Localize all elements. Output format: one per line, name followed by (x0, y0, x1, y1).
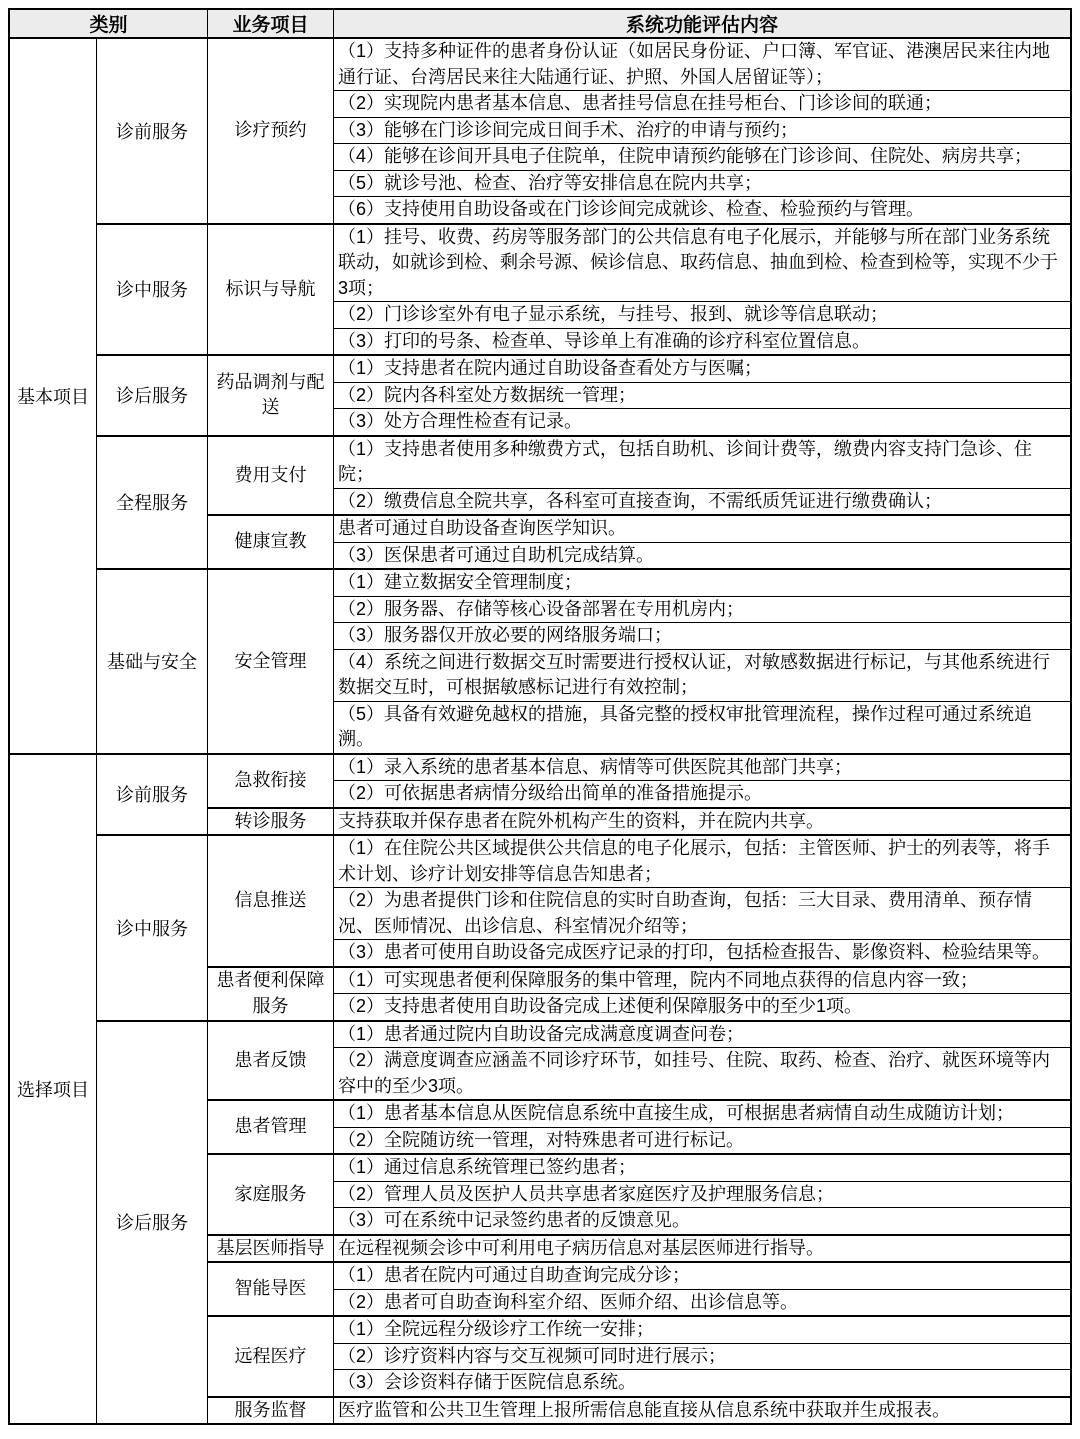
content-row: （2）院内各科室处方数据统一管理； (334, 382, 1070, 409)
business-item-row (208, 966, 1070, 1020)
service-phase-content (208, 1022, 1070, 1424)
content-row: （1）在住院公共区域提供公共信息的电子化展示，包括：主管医师、护士的列表等，将手术计划、诊疗计划安排等信息告知患者； (338, 838, 1051, 884)
service-phase-row (97, 834, 1070, 1020)
business-item-content (334, 1398, 1070, 1424)
business-item-content (334, 570, 1070, 753)
business-item-row (208, 755, 1070, 807)
business-item-content (334, 1263, 1070, 1315)
service-phase-content (208, 836, 1070, 1020)
business-item-row (208, 807, 1070, 835)
content-row: （3）处方合理性检查有记录。 (334, 408, 1070, 435)
business-item-cell: 患者便利保障服务 (208, 968, 334, 1020)
content-row: （1）通过信息系统管理已签约患者； (338, 1157, 637, 1177)
business-item-row (208, 1153, 1070, 1234)
system-function-evaluation-table (8, 8, 1072, 1425)
business-item-content (334, 968, 1070, 1020)
business-item-content (334, 755, 1070, 807)
business-item-row (208, 570, 1070, 753)
category-group-content (97, 39, 1070, 753)
content-row: （4）系统之间进行数据交互时需要进行授权认证，对敏感数据进行标记，与其他系统进行数据交互时，可根据敏感标记进行有效控制； (334, 649, 1070, 701)
business-item-row (208, 437, 1070, 515)
business-item-content (334, 1101, 1070, 1153)
content-row: （2）满意度调查应涵盖不同诊疗环节，如挂号、住院、取药、检查、治疗、就医环境等内容中的至少3项。 (334, 1047, 1070, 1099)
category-group-content (97, 755, 1070, 1424)
service-phase-content (208, 39, 1070, 223)
business-item-content (334, 1022, 1070, 1100)
business-item-row (208, 836, 1070, 966)
business-item-cell: 服务监督 (208, 1398, 334, 1424)
content-row: （2）诊疗资料内容与交互视频可同时进行展示； (334, 1343, 1070, 1370)
business-item-row (208, 1396, 1070, 1424)
service-phase-content (208, 570, 1070, 753)
content-row: （3）打印的号条、检查单、导诊单上有准确的诊疗科室位置信息。 (334, 328, 1070, 355)
content-row: （2）门诊诊室外有电子显示系统，与挂号、报到、就诊等信息联动； (334, 301, 1070, 328)
header-category: 类别 (10, 10, 208, 37)
content-row: （2）可依据患者病情分级给出简单的准备措施提示。 (334, 780, 1070, 807)
business-item-row (208, 225, 1070, 355)
business-item-content (334, 39, 1070, 223)
business-item-content (334, 1236, 1070, 1262)
service-phase-row (97, 568, 1070, 753)
content-row: （1）支持多种证件的患者身份认证（如居民身份证、户口簿、军官证、港澳居民来往内地通行证、台湾居民来往大陆通行证、护照、外国人居留证等）； (338, 41, 1051, 87)
service-phase-cell: 基础与安全 (97, 570, 208, 753)
content-row: 医疗监管和公共卫生管理上报所需信息能直接从信息系统中获取并生成报表。 (338, 1399, 950, 1420)
content-row: （1）挂号、收费、药房等服务部门的公共信息有电子化展示，并能够与所在部门业务系统联动，如就诊到检、剩余号源、候诊信息、取药信息、抽血到检、检查到检等，实现不少于3项； (338, 226, 1058, 298)
business-item-cell: 诊疗预约 (208, 39, 334, 223)
service-phase-content (208, 437, 1070, 569)
content-row: （3）可在系统中记录签约患者的反馈意见。 (334, 1207, 1070, 1234)
content-row: （1）支持患者在院内通过自助设备查看处方与医嘱； (338, 358, 763, 378)
content-row: （4）能够在诊间开具电子住院单，住院申请预约能够在门诊诊间、住院处、病房共享； (334, 143, 1070, 170)
business-item-row (208, 1022, 1070, 1100)
content-row: （3）服务器仅开放必要的网络服务端口； (334, 622, 1070, 649)
business-item-cell: 远程医疗 (208, 1317, 334, 1396)
business-item-content (334, 809, 1070, 835)
content-row: （2）为患者提供门诊和住院信息的实时自助查询，包括：三大目录、费用清单、预存情况、医师情况、出诊信息、科室情况介绍等； (334, 887, 1070, 939)
business-item-row (208, 1234, 1070, 1262)
header-business-item: 业务项目 (208, 10, 334, 37)
content-row: （1）建立数据安全管理制度； (338, 572, 583, 592)
content-row: （2）缴费信息全院共享，各科室可直接查询，不需纸质凭证进行缴费确认； (334, 488, 1070, 515)
content-row: （1）患者基本信息从医院信息系统中直接生成，可根据患者病情自动生成随访计划； (338, 1103, 1015, 1123)
business-item-cell: 家庭服务 (208, 1155, 334, 1234)
business-item-cell: 患者管理 (208, 1101, 334, 1153)
category-cell: 选择项目 (10, 755, 97, 1424)
business-item-cell: 患者反馈 (208, 1022, 334, 1100)
service-phase-content (208, 225, 1070, 355)
service-phase-cell: 诊后服务 (97, 1022, 208, 1424)
business-item-content (334, 1317, 1070, 1396)
service-phase-cell: 全程服务 (97, 437, 208, 569)
content-row: （1）录入系统的患者基本信息、病情等可供医院其他部门共享； (338, 756, 853, 777)
business-item-row (208, 1099, 1070, 1153)
service-phase-cell: 诊后服务 (97, 356, 208, 435)
business-item-cell: 信息推送 (208, 836, 334, 966)
content-row: （2）管理人员及医护人员共享患者家庭医疗及护理服务信息； (334, 1181, 1070, 1208)
service-phase-row (97, 39, 1070, 223)
content-row: （6）支持使用自助设备或在门诊诊间完成就诊、检查、检验预约与管理。 (334, 196, 1070, 223)
content-row: （1）患者在院内可通过自助查询完成分诊； (338, 1265, 691, 1285)
business-item-cell: 智能导医 (208, 1263, 334, 1315)
business-item-cell: 急救衔接 (208, 755, 334, 807)
business-item-content (334, 836, 1070, 966)
content-row: （1）支持患者使用多种缴费方式，包括自助机、诊间计费等，缴费内容支持门急诊、住院； (338, 438, 1033, 484)
content-row: （3）医保患者可通过自助机完成结算。 (334, 542, 1070, 569)
content-row: （1）可实现患者便利保障服务的集中管理，院内不同地点获得的信息内容一致； (338, 969, 979, 990)
business-item-cell: 安全管理 (208, 570, 334, 753)
service-phase-content (208, 356, 1070, 435)
service-phase-row (97, 435, 1070, 569)
service-phase-cell: 诊前服务 (97, 755, 208, 835)
content-row: （1）患者通过院内自助设备完成满意度调查问卷； (338, 1023, 745, 1044)
content-row: （5）就诊号池、检查、治疗等安排信息在院内共享； (334, 170, 1070, 197)
category-group (10, 753, 1070, 1424)
category-group (10, 39, 1070, 753)
header-content: 系统功能评估内容 (625, 15, 778, 36)
business-item-content (334, 516, 1070, 568)
content-row: （1）全院远程分级诊疗工作统一安排； (338, 1319, 655, 1339)
content-row: （2）服务器、存储等核心设备部署在专用机房内； (334, 596, 1070, 623)
business-item-cell: 药品调剂与配送 (208, 356, 334, 435)
service-phase-row (97, 1020, 1070, 1424)
service-phase-cell: 诊中服务 (97, 225, 208, 355)
business-item-cell: 费用支付 (208, 437, 334, 515)
business-item-content (334, 1155, 1070, 1234)
content-row: （5）具备有效避免越权的措施，具备完整的授权审批管理流程，操作过程可通过系统追溯。 (334, 701, 1070, 753)
business-item-row (208, 356, 1070, 435)
content-row: （2）支持患者使用自助设备完成上述便利保障服务中的至少1项。 (334, 993, 1070, 1020)
business-item-row (208, 39, 1070, 223)
content-row: （3）能够在门诊诊间完成日间手术、治疗的申请与预约； (334, 117, 1070, 144)
content-row: 患者可通过自助设备查询医学知识。 (338, 518, 626, 538)
service-phase-row (97, 354, 1070, 435)
business-item-row (208, 1315, 1070, 1396)
content-row: （3）患者可使用自助设备完成医疗记录的打印，包括检查报告、影像资料、检验结果等。 (334, 939, 1070, 966)
content-row: 在远程视频会诊中可利用电子病历信息对基层医师进行指导。 (338, 1237, 824, 1258)
business-item-cell: 健康宣教 (208, 516, 334, 568)
category-cell: 基本项目 (10, 39, 97, 753)
business-item-cell: 基层医师指导 (208, 1236, 334, 1262)
business-item-row (208, 514, 1070, 568)
service-phase-content (208, 755, 1070, 835)
content-row: （3）会诊资料存储于医院信息系统。 (334, 1369, 1070, 1396)
content-row: 支持获取并保存患者在院外机构产生的资料，并在院内共享。 (338, 810, 824, 831)
content-row: （2）患者可自助查询科室介绍、医师介绍、出诊信息等。 (334, 1289, 1070, 1316)
content-row: （2）实现院内患者基本信息、患者挂号信息在挂号柜台、门诊诊间的联通； (334, 90, 1070, 117)
business-item-cell: 标识与导航 (208, 225, 334, 355)
business-item-row (208, 1261, 1070, 1315)
business-item-content (334, 437, 1070, 515)
business-item-cell: 转诊服务 (208, 809, 334, 835)
business-item-content (334, 356, 1070, 435)
content-row: （2）全院随访统一管理，对特殊患者可进行标记。 (334, 1127, 1070, 1154)
service-phase-row (97, 223, 1070, 355)
service-phase-cell: 诊前服务 (97, 39, 208, 223)
business-item-content (334, 225, 1070, 355)
service-phase-row (97, 755, 1070, 835)
table-body (10, 39, 1070, 1423)
service-phase-cell: 诊中服务 (97, 836, 208, 1020)
table-header-row (10, 10, 1070, 39)
